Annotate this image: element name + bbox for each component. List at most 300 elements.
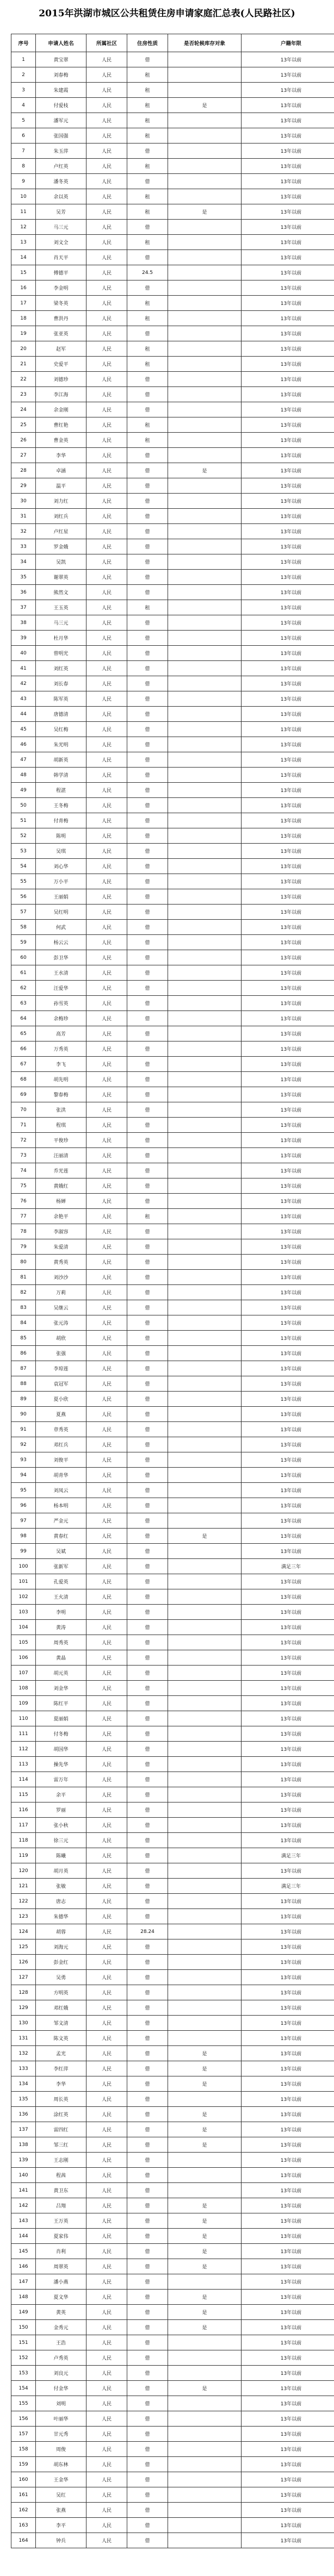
cell-applicant-name: 黄娥红 [36, 1178, 86, 1194]
cell-index: 102 [11, 1589, 36, 1605]
cell-community: 人民 [86, 1894, 127, 1909]
cell-housing-type: 借 [127, 646, 168, 661]
table-row [11, 2350, 334, 2366]
cell-housing-type: 租 [127, 128, 168, 144]
cell-residency-years: 13年以前 [242, 1574, 334, 1589]
table-header-row [11, 34, 334, 52]
cell-waitlist [168, 1148, 242, 1163]
cell-housing-type: 借 [127, 996, 168, 1011]
cell-index: 41 [11, 661, 36, 676]
table-row [11, 1224, 334, 1239]
table-row [11, 1955, 334, 1970]
cell-housing-type: 借 [127, 1696, 168, 1711]
cell-residency-years: 13年以前 [242, 965, 334, 981]
cell-waitlist [168, 1696, 242, 1711]
cell-housing-type: 借 [127, 768, 168, 783]
cell-waitlist [168, 768, 242, 783]
cell-residency-years: 13年以前 [242, 1407, 334, 1422]
cell-housing-type: 借 [127, 2016, 168, 2031]
cell-community: 人民 [86, 1102, 127, 1118]
cell-housing-type: 借 [127, 1666, 168, 1681]
header-residency-years: 户籍年限 [242, 34, 334, 52]
table-row [11, 1605, 334, 1620]
cell-community: 人民 [86, 1468, 127, 1483]
cell-residency-years: 13年以前 [242, 1483, 334, 1498]
cell-waitlist [168, 1209, 242, 1224]
cell-community: 人民 [86, 463, 127, 478]
cell-applicant-name: 吴勇 [36, 1970, 86, 1985]
table-row [11, 2016, 334, 2031]
table-row [11, 1772, 334, 1787]
cell-applicant-name: 黄宝翠 [36, 52, 86, 67]
cell-residency-years: 13年以前 [242, 2350, 334, 2366]
cell-residency-years: 13年以前 [242, 2472, 334, 2487]
cell-housing-type: 24.5 [127, 265, 168, 280]
cell-community: 人民 [86, 1209, 127, 1224]
cell-index: 152 [11, 2350, 36, 2366]
cell-residency-years: 13年以前 [242, 52, 334, 67]
cell-waitlist [168, 981, 242, 996]
cell-index: 157 [11, 2427, 36, 2442]
cell-housing-type: 借 [127, 661, 168, 676]
cell-applicant-name: 梁冬英 [36, 296, 86, 311]
cell-applicant-name: 吴斌 [36, 1544, 86, 1559]
cell-waitlist [168, 1955, 242, 1970]
table-row [11, 1498, 334, 1513]
cell-applicant-name: 平俊珍 [36, 1133, 86, 1148]
table-row [11, 1331, 334, 1346]
cell-housing-type: 借 [127, 631, 168, 646]
table-row [11, 463, 334, 478]
cell-waitlist [168, 920, 242, 935]
cell-applicant-name: 黎春梅 [36, 1087, 86, 1102]
cell-community: 人民 [86, 981, 127, 996]
cell-community: 人民 [86, 448, 127, 463]
cell-applicant-name: 罗金娥 [36, 539, 86, 554]
cell-residency-years: 13年以前 [242, 2016, 334, 2031]
cell-residency-years: 13年以前 [242, 2320, 334, 2335]
cell-index: 156 [11, 2411, 36, 2427]
cell-housing-type: 借 [127, 1239, 168, 1255]
cell-community: 人民 [86, 2396, 127, 2411]
cell-index: 62 [11, 981, 36, 996]
cell-waitlist [168, 859, 242, 874]
cell-applicant-name: 夏文华 [36, 2290, 86, 2305]
cell-applicant-name: 王火清 [36, 1589, 86, 1605]
cell-index: 141 [11, 2183, 36, 2198]
cell-applicant-name: 唐德清 [36, 707, 86, 722]
cell-waitlist [168, 1879, 242, 1894]
cell-index: 10 [11, 189, 36, 204]
cell-housing-type: 借 [127, 448, 168, 463]
cell-waitlist [168, 1483, 242, 1498]
cell-residency-years: 13年以前 [242, 2366, 334, 2381]
cell-residency-years: 13年以前 [242, 372, 334, 387]
cell-index: 76 [11, 1194, 36, 1209]
cell-waitlist [168, 1057, 242, 1072]
cell-residency-years: 13年以前 [242, 1300, 334, 1315]
cell-housing-type: 借 [127, 981, 168, 996]
cell-housing-type: 借 [127, 1224, 168, 1239]
cell-residency-years: 13年以前 [242, 2153, 334, 2168]
cell-index: 132 [11, 2046, 36, 2061]
table-row [11, 1757, 334, 1772]
cell-housing-type: 借 [127, 1985, 168, 2000]
cell-waitlist [168, 1072, 242, 1087]
cell-waitlist [168, 889, 242, 905]
cell-waitlist [168, 2153, 242, 2168]
cell-waitlist [168, 1711, 242, 1726]
cell-applicant-name: 夏燕 [36, 1407, 86, 1422]
cell-community: 人民 [86, 646, 127, 661]
cell-residency-years: 13年以前 [242, 2487, 334, 2503]
cell-index: 75 [11, 1178, 36, 1194]
cell-applicant-name: 张强 [36, 1346, 86, 1361]
cell-residency-years: 13年以前 [242, 1376, 334, 1392]
cell-community: 人民 [86, 2259, 127, 2274]
cell-housing-type: 28.24 [127, 1924, 168, 1939]
cell-residency-years: 13年以前 [242, 585, 334, 600]
table-row [11, 98, 334, 113]
cell-waitlist [168, 950, 242, 965]
cell-community: 人民 [86, 1605, 127, 1620]
cell-residency-years: 13年以前 [242, 2244, 334, 2259]
cell-housing-type: 借 [127, 2092, 168, 2107]
cell-residency-years: 13年以前 [242, 859, 334, 874]
cell-waitlist: 是 [168, 204, 242, 220]
cell-waitlist [168, 1498, 242, 1513]
cell-residency-years: 13年以前 [242, 144, 334, 159]
cell-applicant-name: 夏丽娟 [36, 1711, 86, 1726]
cell-community: 人民 [86, 1072, 127, 1087]
cell-community: 人民 [86, 1681, 127, 1696]
table-row [11, 2305, 334, 2320]
cell-residency-years: 13年以前 [242, 1087, 334, 1102]
cell-housing-type: 借 [127, 2487, 168, 2503]
cell-index: 148 [11, 2290, 36, 2305]
table-row [11, 1544, 334, 1559]
cell-waitlist [168, 1894, 242, 1909]
cell-applicant-name: 汪爱华 [36, 981, 86, 996]
cell-housing-type: 借 [127, 1041, 168, 1057]
cell-residency-years: 13年以前 [242, 1650, 334, 1666]
cell-waitlist [168, 798, 242, 813]
cell-index: 104 [11, 1620, 36, 1635]
cell-index: 13 [11, 235, 36, 250]
cell-index: 92 [11, 1437, 36, 1452]
cell-housing-type: 借 [127, 1787, 168, 1802]
cell-housing-type: 借 [127, 174, 168, 189]
cell-applicant-name: 何武 [36, 920, 86, 935]
cell-community: 人民 [86, 676, 127, 691]
cell-waitlist [168, 783, 242, 798]
cell-residency-years: 13年以前 [242, 1955, 334, 1970]
cell-waitlist [168, 600, 242, 615]
cell-waitlist [168, 402, 242, 417]
table-row [11, 631, 334, 646]
cell-residency-years: 13年以前 [242, 2183, 334, 2198]
cell-applicant-name: 刘金华 [36, 1681, 86, 1696]
table-row [11, 1529, 334, 1544]
cell-waitlist [168, 631, 242, 646]
table-row [11, 1589, 334, 1605]
table-row [11, 1392, 334, 1407]
cell-applicant-name: 周翠英 [36, 2259, 86, 2274]
cell-applicant-name: 叶丽华 [36, 2411, 86, 2427]
cell-applicant-name: 严金元 [36, 1513, 86, 1529]
cell-community: 人民 [86, 1711, 127, 1726]
table-row [11, 813, 334, 828]
cell-residency-years: 13年以前 [242, 920, 334, 935]
cell-community: 人民 [86, 2335, 127, 2350]
cell-residency-years: 13年以前 [242, 417, 334, 433]
cell-applicant-name: 陈军英 [36, 691, 86, 707]
table-row [11, 1559, 334, 1574]
cell-community: 人民 [86, 524, 127, 539]
cell-applicant-name: 余艳平 [36, 1209, 86, 1224]
cell-applicant-name: 王志刚 [36, 2153, 86, 2168]
cell-housing-type: 借 [127, 1894, 168, 1909]
cell-applicant-name: 陈红平 [36, 1696, 86, 1711]
cell-applicant-name: 陈明 [36, 828, 86, 844]
table-row [11, 1118, 334, 1133]
cell-index: 158 [11, 2442, 36, 2457]
table-row [11, 570, 334, 585]
cell-index: 97 [11, 1513, 36, 1529]
cell-applicant-name: 潘冬英 [36, 174, 86, 189]
cell-applicant-name: 李琼莲 [36, 1361, 86, 1376]
cell-community: 人民 [86, 737, 127, 752]
cell-housing-type: 借 [127, 1361, 168, 1376]
cell-housing-type: 借 [127, 1650, 168, 1666]
cell-applicant-name: 王水清 [36, 965, 86, 981]
cell-residency-years: 13年以前 [242, 2107, 334, 2122]
cell-applicant-name: 孟光 [36, 2046, 86, 2061]
cell-index: 35 [11, 570, 36, 585]
cell-applicant-name: 卓涵 [36, 463, 86, 478]
cell-waitlist: 是 [168, 2046, 242, 2061]
cell-community: 人民 [86, 1483, 127, 1498]
cell-residency-years: 13年以前 [242, 1255, 334, 1270]
cell-waitlist [168, 996, 242, 1011]
table-row [11, 524, 334, 539]
cell-applicant-name: 谢翠英 [36, 570, 86, 585]
table-row [11, 2168, 334, 2183]
cell-residency-years: 13年以前 [242, 235, 334, 250]
cell-applicant-name: 袁冠军 [36, 1376, 86, 1392]
table-row [11, 2122, 334, 2137]
table-row [11, 2061, 334, 2076]
cell-applicant-name: 曹金英 [36, 433, 86, 448]
cell-index: 98 [11, 1529, 36, 1544]
table-row [11, 1924, 334, 1939]
cell-residency-years: 满足三年 [242, 1559, 334, 1574]
cell-waitlist [168, 1544, 242, 1559]
cell-community: 人民 [86, 311, 127, 326]
table-row [11, 2487, 334, 2503]
cell-residency-years: 13年以前 [242, 1711, 334, 1726]
cell-applicant-name: 乔光莲 [36, 1163, 86, 1178]
table-row [11, 1072, 334, 1087]
cell-applicant-name: 邓红兵 [36, 1437, 86, 1452]
cell-housing-type: 借 [127, 1529, 168, 1544]
cell-residency-years: 13年以前 [242, 1437, 334, 1452]
cell-residency-years: 13年以前 [242, 204, 334, 220]
cell-index: 154 [11, 2381, 36, 2396]
cell-waitlist [168, 265, 242, 280]
table-row [11, 996, 334, 1011]
table-row [11, 1270, 334, 1285]
cell-applicant-name: 潘军元 [36, 113, 86, 128]
cell-housing-type: 借 [127, 524, 168, 539]
cell-index: 54 [11, 859, 36, 874]
cell-residency-years: 13年以前 [242, 1422, 334, 1437]
cell-housing-type: 租 [127, 341, 168, 357]
table-row [11, 2213, 334, 2229]
cell-index: 38 [11, 615, 36, 631]
cell-residency-years: 13年以前 [242, 707, 334, 722]
cell-residency-years: 13年以前 [242, 1194, 334, 1209]
cell-housing-type: 借 [127, 798, 168, 813]
cell-index: 53 [11, 844, 36, 859]
cell-index: 162 [11, 2503, 36, 2518]
cell-waitlist [168, 1331, 242, 1346]
cell-index: 61 [11, 965, 36, 981]
cell-index: 82 [11, 1285, 36, 1300]
cell-housing-type: 借 [127, 326, 168, 341]
cell-index: 88 [11, 1376, 36, 1392]
table-row [11, 1726, 334, 1742]
cell-housing-type: 借 [127, 950, 168, 965]
table-row [11, 372, 334, 387]
cell-index: 126 [11, 1955, 36, 1970]
cell-applicant-name: 操先华 [36, 1757, 86, 1772]
cell-housing-type: 借 [127, 1331, 168, 1346]
cell-index: 117 [11, 1818, 36, 1833]
cell-applicant-name: 夏小欣 [36, 1392, 86, 1407]
cell-waitlist [168, 1194, 242, 1209]
table-row [11, 935, 334, 950]
cell-residency-years: 13年以前 [242, 189, 334, 204]
table-row [11, 1300, 334, 1315]
cell-waitlist [168, 844, 242, 859]
cell-index: 32 [11, 524, 36, 539]
table-row [11, 128, 334, 144]
cell-community: 人民 [86, 1498, 127, 1513]
cell-waitlist [168, 1589, 242, 1605]
table-row [11, 1194, 334, 1209]
table-row [11, 1742, 334, 1757]
applicant-table [11, 34, 334, 2548]
cell-applicant-name: 吴红梅 [36, 722, 86, 737]
cell-residency-years: 13年以前 [242, 265, 334, 280]
table-row [11, 174, 334, 189]
cell-index: 128 [11, 1985, 36, 2000]
cell-community: 人民 [86, 2411, 127, 2427]
cell-applicant-name: 邓红娥 [36, 2000, 86, 2016]
table-row [11, 235, 334, 250]
cell-index: 155 [11, 2396, 36, 2411]
cell-community: 人民 [86, 905, 127, 920]
cell-housing-type: 借 [127, 1635, 168, 1650]
cell-waitlist [168, 2518, 242, 2533]
cell-housing-type: 借 [127, 1087, 168, 1102]
cell-residency-years: 13年以前 [242, 2533, 334, 2548]
cell-residency-years: 13年以前 [242, 1239, 334, 1255]
cell-waitlist [168, 1118, 242, 1133]
table-row [11, 1087, 334, 1102]
cell-index: 87 [11, 1361, 36, 1376]
table-row [11, 2259, 334, 2274]
cell-community: 人民 [86, 1163, 127, 1178]
cell-index: 106 [11, 1650, 36, 1666]
cell-housing-type: 借 [127, 2472, 168, 2487]
cell-housing-type: 借 [127, 280, 168, 296]
cell-housing-type: 借 [127, 1909, 168, 1924]
cell-housing-type: 租 [127, 83, 168, 98]
cell-housing-type: 借 [127, 1544, 168, 1559]
cell-residency-years: 13年以前 [242, 2122, 334, 2137]
cell-waitlist [168, 1574, 242, 1589]
cell-community: 人民 [86, 859, 127, 874]
cell-housing-type: 借 [127, 1711, 168, 1726]
cell-residency-years: 13年以前 [242, 1742, 334, 1757]
cell-waitlist: 是 [168, 2137, 242, 2153]
cell-housing-type: 租 [127, 311, 168, 326]
cell-applicant-name: 程琪 [36, 1118, 86, 1133]
cell-housing-type: 借 [127, 2533, 168, 2548]
table-row [11, 722, 334, 737]
table-row [11, 2107, 334, 2122]
table-row [11, 1422, 334, 1437]
cell-waitlist [168, 1650, 242, 1666]
cell-waitlist [168, 433, 242, 448]
cell-waitlist: 是 [168, 1529, 242, 1544]
cell-community: 人民 [86, 2168, 127, 2183]
cell-waitlist [168, 813, 242, 828]
cell-applicant-name: 马三元 [36, 615, 86, 631]
cell-community: 人民 [86, 478, 127, 494]
table-row [11, 1513, 334, 1529]
cell-index: 29 [11, 478, 36, 494]
cell-housing-type: 借 [127, 2046, 168, 2061]
cell-community: 人民 [86, 2092, 127, 2107]
cell-applicant-name: 万秀英 [36, 1041, 86, 1057]
table-row [11, 752, 334, 768]
cell-waitlist [168, 707, 242, 722]
cell-waitlist [168, 341, 242, 357]
cell-applicant-name: 杨云云 [36, 935, 86, 950]
table-row [11, 1787, 334, 1802]
cell-housing-type: 借 [127, 2244, 168, 2259]
cell-housing-type: 借 [127, 554, 168, 570]
cell-index: 149 [11, 2305, 36, 2320]
cell-housing-type: 借 [127, 1848, 168, 1863]
cell-community: 人民 [86, 2107, 127, 2122]
cell-waitlist [168, 1802, 242, 1818]
cell-residency-years: 13年以前 [242, 1818, 334, 1833]
cell-waitlist [168, 2396, 242, 2411]
cell-index: 45 [11, 722, 36, 737]
cell-applicant-name: 卢秀英 [36, 2350, 86, 2366]
cell-residency-years: 13年以前 [242, 889, 334, 905]
table-row [11, 341, 334, 357]
cell-waitlist: 是 [168, 2122, 242, 2137]
cell-applicant-name: 周俊 [36, 2442, 86, 2457]
cell-residency-years: 13年以前 [242, 387, 334, 402]
cell-applicant-name: 刘长春 [36, 676, 86, 691]
cell-residency-years: 13年以前 [242, 722, 334, 737]
